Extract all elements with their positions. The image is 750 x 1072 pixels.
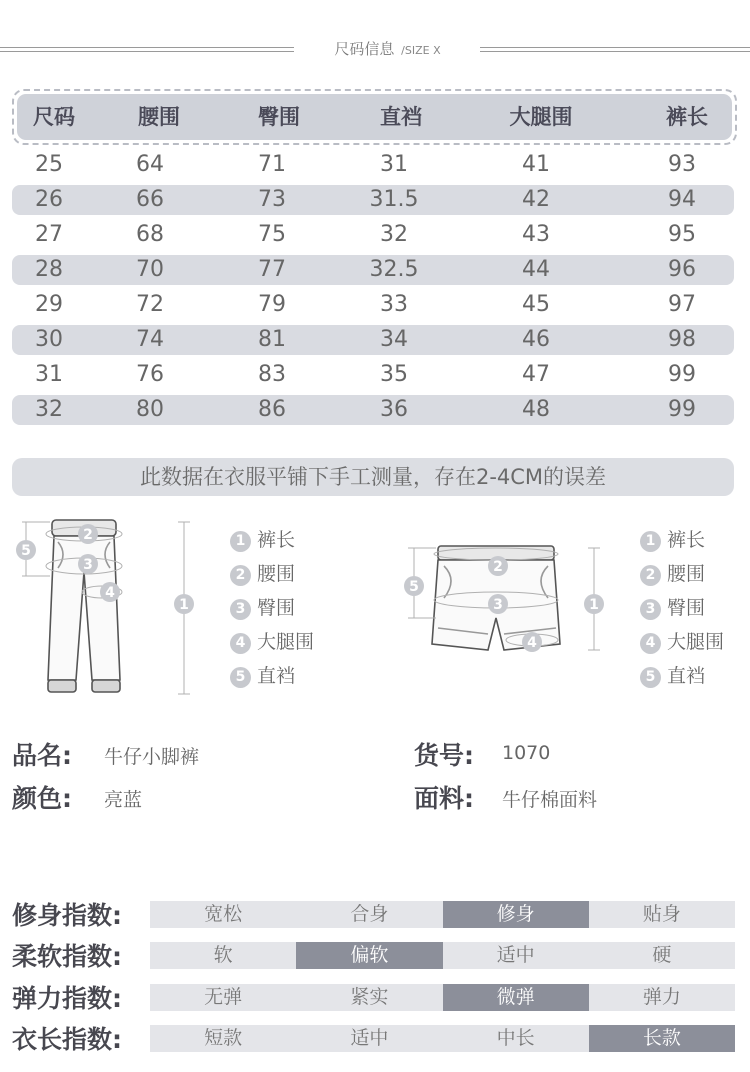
cell-size: 28 (35, 257, 63, 282)
legend-label: 大腿围 (257, 631, 315, 653)
legend-label: 大腿围 (667, 631, 725, 653)
index-option: 修身 (443, 901, 589, 928)
legend-num: 4 (230, 633, 251, 654)
cell-rise: 32.5 (369, 257, 419, 282)
cell-waist: 80 (136, 397, 164, 422)
index-option: 宽松 (204, 903, 243, 925)
cell-rise: 33 (380, 292, 408, 317)
legend-item (640, 595, 705, 621)
index-option: 适中 (350, 1027, 389, 1049)
table-row (12, 325, 734, 355)
legend-num: 3 (640, 599, 661, 620)
legend-item (640, 561, 705, 587)
cell-rise: 32 (380, 222, 408, 247)
cell-length: 95 (668, 222, 696, 247)
cell-thigh: 42 (522, 187, 550, 212)
index-option: 适中 (496, 944, 535, 966)
marker-4: 4 (527, 635, 537, 651)
cell-size: 30 (35, 327, 63, 352)
cell-waist: 76 (136, 362, 164, 387)
col-header-size: 尺码 (33, 105, 75, 129)
cell-waist: 64 (136, 152, 164, 177)
col-header-length: 裤长 (666, 105, 708, 129)
table-row (12, 220, 734, 250)
cell-waist: 74 (136, 327, 164, 352)
marker-5: 5 (409, 579, 419, 595)
legend-num: 5 (230, 667, 251, 688)
index-option: 贴身 (642, 903, 681, 925)
cell-size: 32 (35, 397, 63, 422)
header-rule-right (480, 47, 750, 52)
marker-2: 2 (83, 527, 93, 543)
cell-thigh: 47 (522, 362, 550, 387)
legend-item (230, 561, 295, 587)
legend-num: 5 (640, 667, 661, 688)
index-option: 软 (213, 944, 233, 966)
legend-label: 直裆 (257, 665, 296, 687)
legend-label: 臀围 (667, 597, 706, 619)
section-title-text: 尺码信息 (334, 40, 395, 58)
cell-hip: 86 (258, 397, 286, 422)
cell-waist: 66 (136, 187, 164, 212)
fabric-label: 面料: (414, 784, 474, 813)
cell-length: 94 (668, 187, 696, 212)
legend-label: 直裆 (667, 665, 706, 687)
table-row (12, 185, 734, 215)
cell-size: 29 (35, 292, 63, 317)
cell-hip: 75 (258, 222, 286, 247)
col-header-hip: 臀围 (258, 105, 300, 129)
cell-rise: 31.5 (369, 187, 419, 212)
fit-index-bar (150, 901, 735, 928)
marker-1: 1 (589, 597, 599, 613)
index-option: 中长 (496, 1027, 535, 1049)
table-row (12, 150, 734, 180)
product-name-label: 品名: (12, 741, 72, 770)
length-index-label: 衣长指数: (12, 1025, 122, 1054)
table-row (12, 360, 734, 390)
marker-1: 1 (179, 597, 189, 613)
cell-rise: 36 (380, 397, 408, 422)
index-option: 弹力 (642, 986, 681, 1008)
col-header-waist: 腰围 (138, 105, 180, 129)
marker-3: 3 (83, 557, 93, 573)
marker-3: 3 (493, 597, 503, 613)
cell-length: 96 (668, 257, 696, 282)
cell-hip: 79 (258, 292, 286, 317)
index-option: 长款 (589, 1025, 735, 1052)
cell-thigh: 41 (522, 152, 550, 177)
cell-hip: 83 (258, 362, 286, 387)
cell-hip: 71 (258, 152, 286, 177)
legend-label: 腰围 (667, 563, 706, 585)
cell-hip: 77 (258, 257, 286, 282)
sku-value: 1070 (502, 742, 551, 764)
cell-length: 93 (668, 152, 696, 177)
length-index-bar (150, 1025, 735, 1052)
fit-index-label: 修身指数: (12, 901, 122, 930)
index-option: 微弹 (443, 984, 589, 1011)
table-row (12, 290, 734, 320)
legend-num: 3 (230, 599, 251, 620)
cell-waist: 70 (136, 257, 164, 282)
cell-hip: 73 (258, 187, 286, 212)
legend-item (230, 527, 295, 553)
cell-thigh: 48 (522, 397, 550, 422)
color-value: 亮蓝 (104, 789, 143, 811)
pants-diagram (10, 512, 210, 702)
table-row (12, 395, 734, 425)
legend-item (230, 629, 314, 655)
softness-index-label: 柔软指数: (12, 942, 122, 971)
cell-size: 27 (35, 222, 63, 247)
legend-item (640, 527, 705, 553)
cell-length: 98 (668, 327, 696, 352)
section-subtitle: /SIZE X (401, 44, 441, 57)
col-header-rise: 直裆 (380, 105, 422, 129)
size-table-header (12, 89, 737, 145)
marker-4: 4 (105, 585, 115, 601)
legend-item (230, 595, 295, 621)
cell-size: 26 (35, 187, 63, 212)
table-row (12, 255, 734, 285)
legend-num: 1 (230, 531, 251, 552)
index-option: 无弹 (204, 986, 243, 1008)
legend-label: 裤长 (257, 529, 296, 551)
elasticity-index-label: 弹力指数: (12, 984, 122, 1013)
cell-rise: 35 (380, 362, 408, 387)
cell-thigh: 45 (522, 292, 550, 317)
cell-rise: 34 (380, 327, 408, 352)
cell-hip: 81 (258, 327, 286, 352)
legend-item (640, 629, 724, 655)
legend-num: 4 (640, 633, 661, 654)
index-option: 硬 (652, 944, 672, 966)
legend-num: 1 (640, 531, 661, 552)
fabric-value: 牛仔棉面料 (502, 789, 598, 811)
index-option: 合身 (350, 903, 389, 925)
legend-label: 腰围 (257, 563, 296, 585)
cell-waist: 68 (136, 222, 164, 247)
index-option: 短款 (204, 1027, 243, 1049)
product-name-value: 牛仔小脚裤 (104, 746, 200, 768)
section-title (300, 38, 475, 59)
legend-label: 裤长 (667, 529, 706, 551)
elasticity-index-bar (150, 984, 735, 1011)
cell-length: 97 (668, 292, 696, 317)
header-rule-left (0, 47, 294, 52)
cell-waist: 72 (136, 292, 164, 317)
softness-index-bar (150, 942, 735, 969)
index-option: 紧实 (350, 986, 389, 1008)
legend-label: 臀围 (257, 597, 296, 619)
shorts-diagram (398, 538, 618, 668)
index-option: 偏软 (296, 942, 442, 969)
measurement-note: 此数据在衣服平铺下手工测量，存在2-4CM的误差 (12, 458, 734, 496)
cell-length: 99 (668, 362, 696, 387)
legend-num: 2 (640, 565, 661, 586)
cell-size: 25 (35, 152, 63, 177)
legend-item (230, 663, 295, 689)
sku-label: 货号: (414, 741, 474, 770)
cell-length: 99 (668, 397, 696, 422)
cell-thigh: 44 (522, 257, 550, 282)
marker-5: 5 (21, 543, 31, 559)
cell-rise: 31 (380, 152, 408, 177)
legend-item (640, 663, 705, 689)
marker-2: 2 (493, 559, 503, 575)
legend-num: 2 (230, 565, 251, 586)
cell-thigh: 43 (522, 222, 550, 247)
color-label: 颜色: (12, 784, 72, 813)
cell-thigh: 46 (522, 327, 550, 352)
cell-size: 31 (35, 362, 63, 387)
col-header-thigh: 大腿围 (509, 105, 573, 129)
